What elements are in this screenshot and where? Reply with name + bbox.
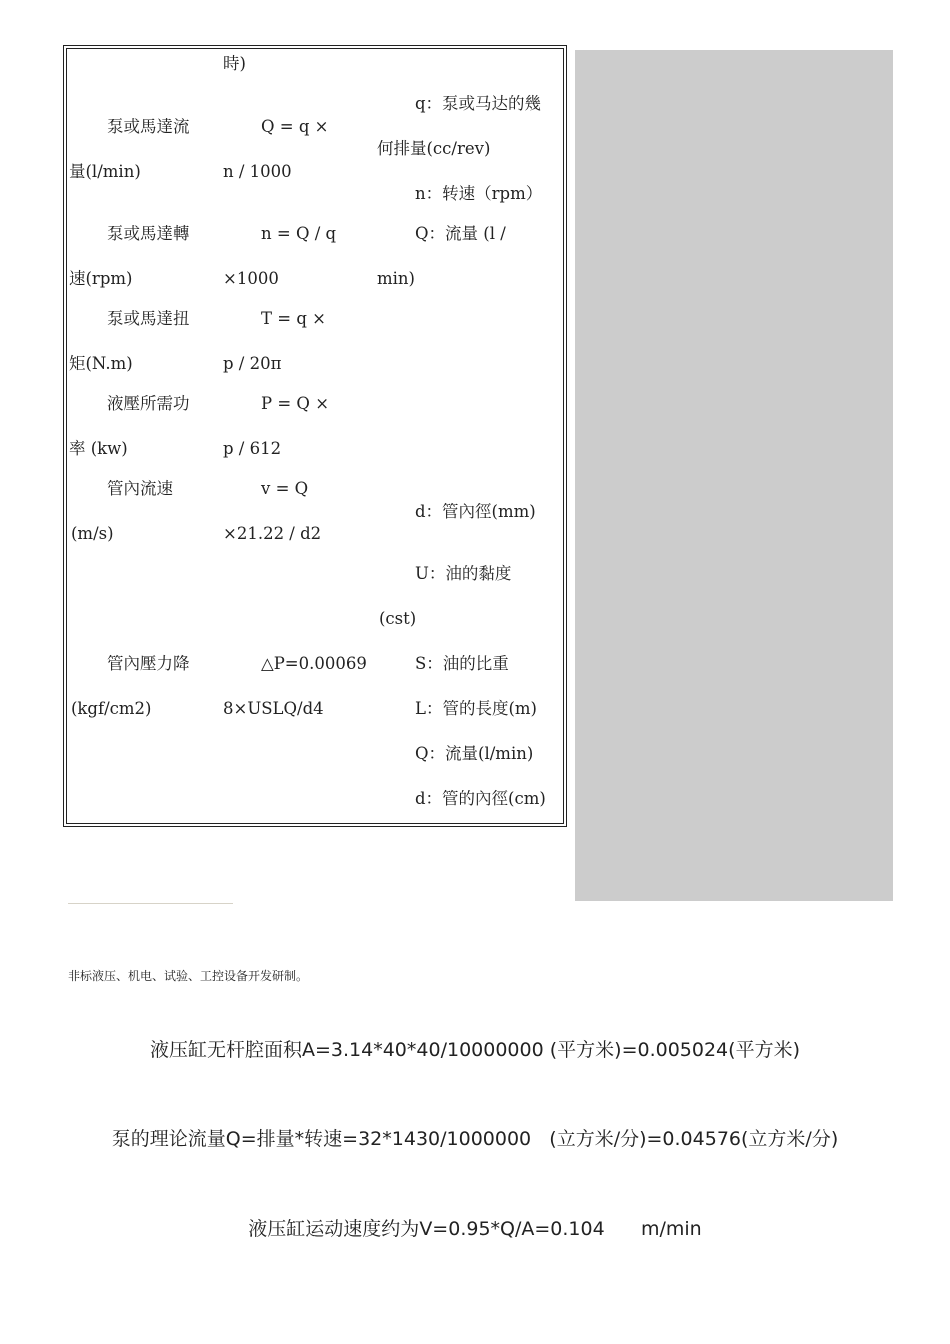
name-cell: 管內壓力降 xyxy=(107,654,190,673)
name-cell: (m/s) xyxy=(71,524,114,543)
name-cell: (kgf/cm2) xyxy=(71,699,152,718)
name-cell: 泵或馬達流 xyxy=(107,117,190,136)
formula-cell: ×1000 xyxy=(223,269,279,288)
formula-cell: v = Q xyxy=(261,479,309,498)
formula-cell: Q = q × xyxy=(261,117,329,136)
formula-cell: p / 612 xyxy=(223,439,282,458)
formula-cell: p / 20π xyxy=(223,354,282,373)
name-cell: 矩(N.m) xyxy=(69,354,133,373)
note-cell: d：管內徑(mm) xyxy=(415,502,536,521)
formula-cell: T = q × xyxy=(261,309,326,328)
calc-cylinder-speed: 液压缸运动速度约为V=0.95*Q/A=0.104 m/min xyxy=(248,1218,702,1240)
note-cell: U：油的黏度 xyxy=(415,564,512,583)
note-cell: min) xyxy=(377,269,415,288)
note-cell: (cst) xyxy=(379,609,417,628)
formula-cell: △P=0.00069 xyxy=(261,654,367,673)
formula-table xyxy=(66,48,564,824)
divider-line xyxy=(68,903,233,904)
name-cell: 速(rpm) xyxy=(69,269,133,288)
formula-cell: 時) xyxy=(223,54,246,73)
name-cell: 液壓所需功 xyxy=(107,394,190,413)
formula-cell: 8×USLQ/d4 xyxy=(223,699,324,718)
note-cell: 何排量(cc/rev) xyxy=(377,139,491,158)
calc-cylinder-area: 液压缸无杆腔面积A=3.14*40*40/10000000 (平方米)=0.005024(平方米) xyxy=(149,1039,800,1061)
formula-cell: n = Q / q xyxy=(261,224,337,243)
gray-side-panel xyxy=(575,50,893,901)
note-cell: Q：流量(l/min) xyxy=(415,744,534,763)
name-cell: 率 (kw) xyxy=(69,439,128,458)
note-cell: S：油的比重 xyxy=(415,654,509,673)
name-cell: 泵或馬達轉 xyxy=(107,224,190,243)
calc-pump-flow: 泵的理论流量Q=排量*转速=32*1430/1000000 (立方米/分)=0.04576(立方米/分) xyxy=(111,1128,839,1150)
name-cell: 管內流速 xyxy=(107,479,173,498)
name-cell: 泵或馬達扭 xyxy=(107,309,190,328)
formula-cell: n / 1000 xyxy=(223,162,292,181)
note-cell: Q：流量 (l / xyxy=(415,224,506,243)
name-cell: 量(l/min) xyxy=(69,162,141,181)
note-cell: d：管的內徑(cm) xyxy=(415,789,546,808)
note-cell: L：管的長度(m) xyxy=(415,699,537,718)
footnote: 非标液压、机电、试验、工控设备开发研制。 xyxy=(68,969,309,983)
note-cell: q：泵或马达的幾 xyxy=(415,94,542,113)
note-cell: n：转速（rpm） xyxy=(415,184,543,203)
formula-cell: ×21.22 / d2 xyxy=(223,524,322,543)
formula-cell: P = Q × xyxy=(261,394,330,413)
